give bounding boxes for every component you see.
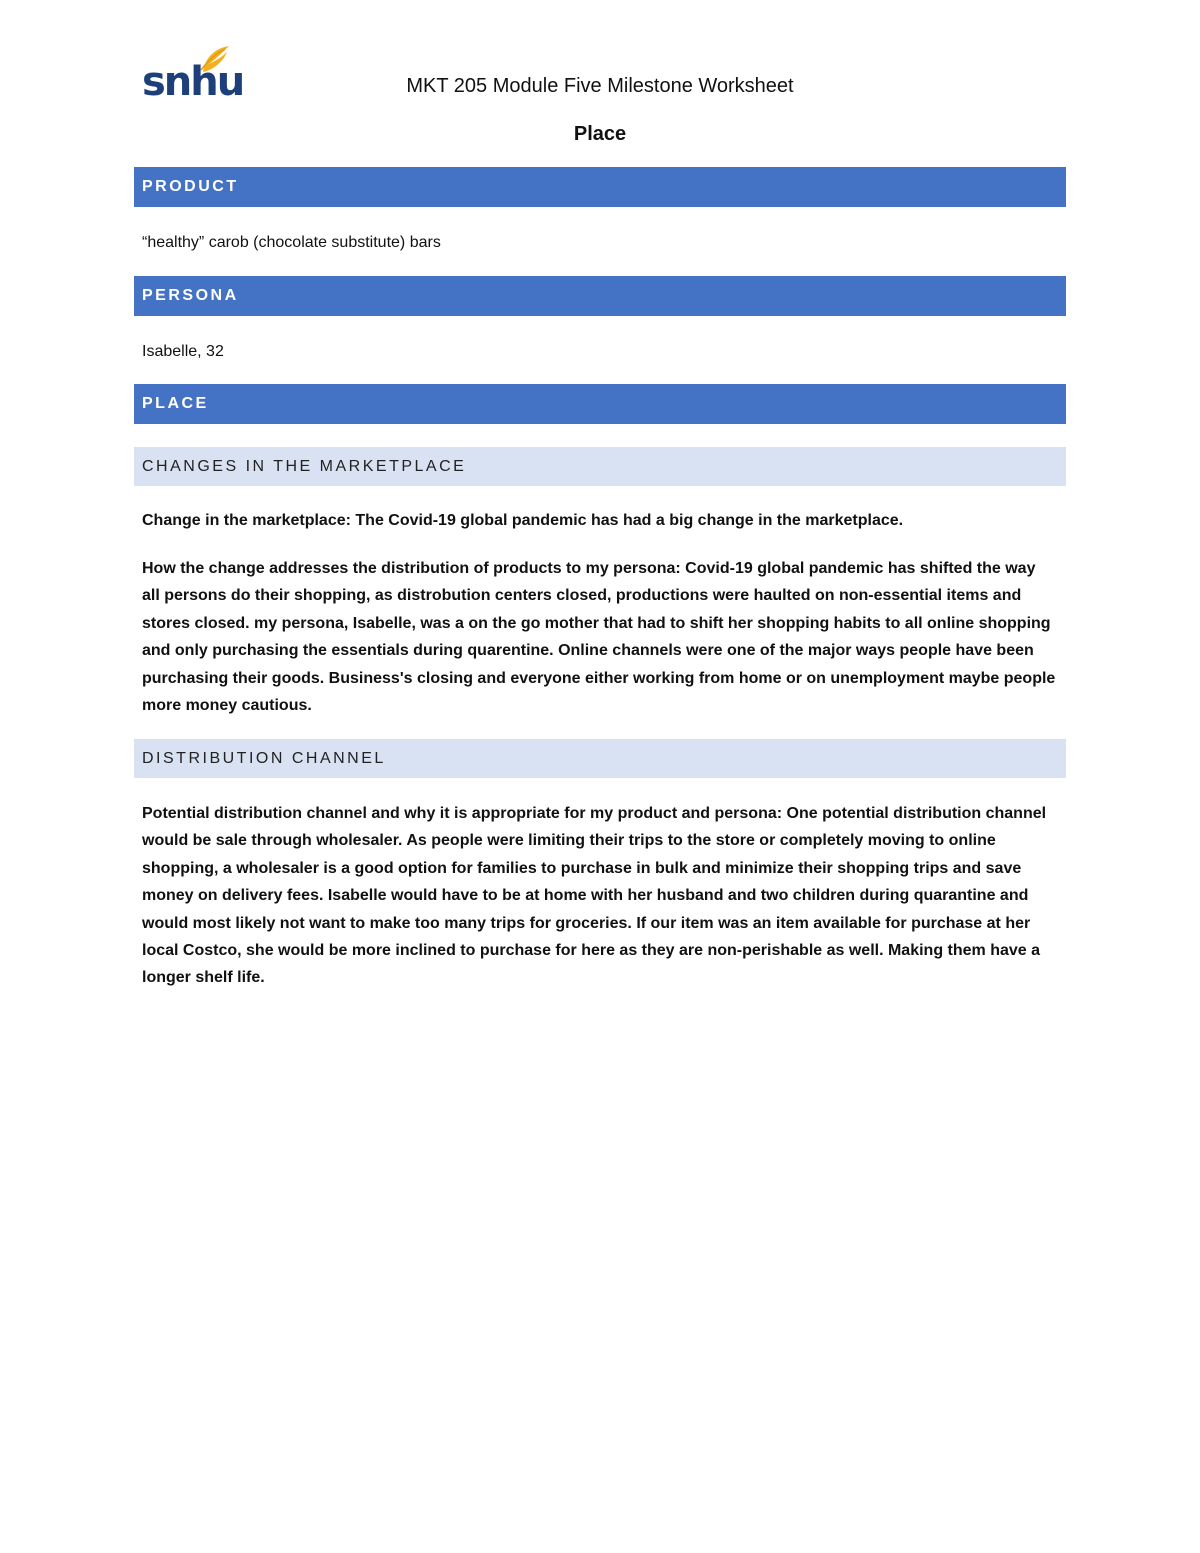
logo-wordmark: snhu: [142, 59, 244, 105]
changes-paragraph-1: Change in the marketplace: The Covid-19 global pandemic has had a big change in the marketplace.: [142, 512, 904, 529]
changes-paragraph-2: How the change addresses the distribution of products to my persona: Covid-19 global pandemic has shifted the way all persons do their shopping, as distrobution centers closed, productions were haulted on non-essential items and stores closed. my persona, Isabelle, was a on the go mother that had to shift her shopping habits to all online shopping and only purchasing the essentials during quarentine. Online channels were one of the major ways people have been purchasing their goods. Business's closing and everyone either working from home or on unemployment maybe people more money cautious.: [142, 560, 1056, 715]
distribution-paragraph-1: Potential distribution channel and why it is appropriate for my product and persona: One potential distribution channel would be sale through wholesaler. As people were limiting their trips to the store or completely moving to online shopping, a wholesaler is a good option for families to purchase in bulk and minimize their shopping trips and save money on delivery fees. Isabelle would have to be at home with her husband and two children during quarantine and would most likely not want to make too many trips for groceries. If our item was an item available for purchase at her local Costco, she would be more inclined to purchase for here as they are non-perishable as well. Making them have a longer shelf life.: [142, 805, 1047, 987]
section-header-place: PLACE: [134, 384, 1066, 424]
product-text: “healthy” carob (chocolate substitute) bars: [142, 234, 441, 251]
document-title: MKT 205 Module Five Milestone Worksheet: [406, 75, 794, 97]
section-header-product: PRODUCT: [134, 167, 1066, 207]
subsection-header-distribution: DISTRIBUTION CHANNEL: [134, 739, 1066, 778]
section-header-persona: PERSONA: [134, 276, 1066, 316]
document-subtitle: Place: [573, 123, 627, 145]
persona-text: Isabelle, 32: [142, 343, 224, 360]
subsection-header-changes: CHANGES IN THE MARKETPLACE: [134, 447, 1066, 486]
